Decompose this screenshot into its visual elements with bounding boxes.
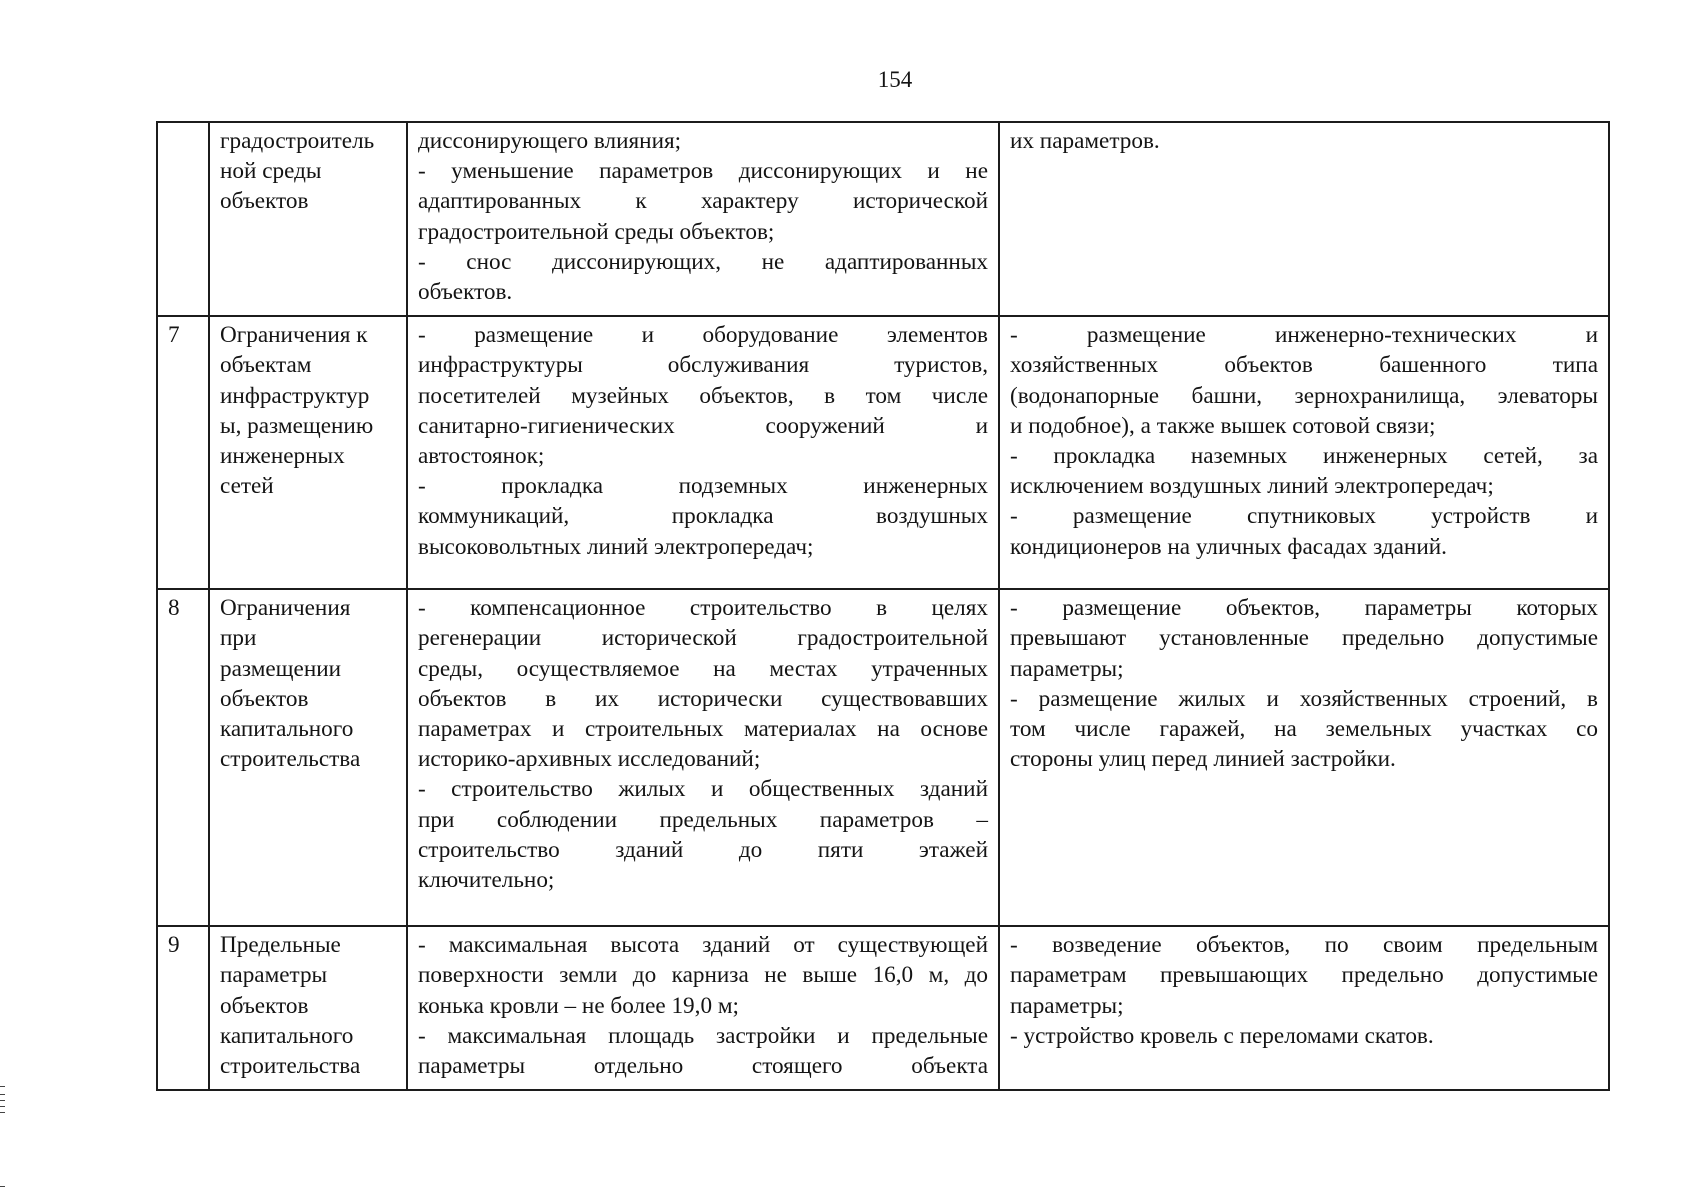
- text-line: кондиционеров на уличных фасадах зданий.: [1010, 533, 1447, 560]
- text-line: - устройство кровель с переломами скатов.: [1010, 1022, 1434, 1049]
- margin-mark: [0, 1100, 5, 1101]
- text-line: параметрам превышающих предельно допустимые: [1010, 962, 1598, 989]
- restriction-name: [209, 122, 407, 316]
- name-line: инженерных: [220, 443, 345, 470]
- text-line: параметрах и строительных материалах на основе: [418, 716, 988, 743]
- forbidden-text: [999, 316, 1609, 589]
- forbidden-text: [999, 926, 1609, 1090]
- allowed-text: [407, 316, 999, 589]
- name-line: строительства: [220, 1053, 361, 1080]
- table-row: [157, 316, 1609, 589]
- text-line: и подобное), а также вышек сотовой связи;: [1010, 412, 1436, 439]
- name-line: ной среды: [220, 158, 322, 185]
- text-line: - компенсационное строительство в целях: [418, 595, 988, 622]
- text-line: - размещение инженерно-технических и: [1010, 322, 1598, 349]
- table-row: [157, 926, 1609, 1090]
- text-line: историко-архивных исследований;: [418, 746, 761, 773]
- name-line: строительства: [220, 746, 361, 773]
- restriction-name: [209, 316, 407, 589]
- text-line: посетителей музейных объектов, в том числе: [418, 382, 988, 409]
- name-line: Ограничения к: [220, 322, 368, 349]
- text-line: инфраструктуры обслуживания туристов,: [418, 352, 988, 379]
- text-line: ключительно;: [418, 867, 555, 894]
- text-line: параметры;: [1010, 992, 1124, 1019]
- allowed-text: [407, 122, 999, 316]
- name-line: Ограничения: [220, 595, 351, 622]
- text-line: исключением воздушных линий электропередач;: [1010, 473, 1494, 500]
- text-line: - размещение и оборудование элементов: [418, 322, 988, 349]
- name-line: объектов: [220, 685, 309, 712]
- text-line: объектов.: [418, 279, 513, 306]
- margin-mark: [0, 1186, 5, 1187]
- text-line: строительство зданий до пяти этажей: [418, 836, 988, 863]
- text-line: поверхности земли до карниза не выше 16,0 м, до: [418, 962, 988, 989]
- text-line: адаптированных к характеру исторической: [418, 188, 988, 215]
- row-number: [157, 122, 209, 316]
- text-line: (водонапорные башни, зернохранилища, элеваторы: [1010, 382, 1598, 409]
- text-line: их параметров.: [1010, 128, 1160, 154]
- text-line: диссонирующего влияния;: [418, 128, 682, 154]
- name-line: капитального: [220, 1022, 354, 1049]
- restriction-name: [209, 589, 407, 926]
- text-line: - максимальная высота зданий от существующей: [418, 932, 988, 959]
- regulations-table: [156, 121, 1610, 1091]
- name-line: объектов: [220, 188, 309, 215]
- table-row: [157, 589, 1609, 926]
- text-line: - прокладка наземных инженерных сетей, за: [1010, 443, 1598, 470]
- forbidden-text: [999, 589, 1609, 926]
- margin-mark: [0, 1106, 5, 1107]
- row-number: 9: [157, 926, 209, 1090]
- text-line: хозяйственных объектов башенного типа: [1010, 352, 1598, 379]
- text-line: - размещение объектов, параметры которых: [1010, 595, 1598, 622]
- name-line: сетей: [220, 473, 274, 500]
- name-line: градостроитель: [220, 128, 375, 154]
- text-line: объектов в их исторически существовавших: [418, 685, 988, 712]
- text-line: автостоянок;: [418, 443, 545, 470]
- text-line: - строительство жилых и общественных зданий: [418, 776, 988, 803]
- text-line: - размещение жилых и хозяйственных строений, в: [1010, 685, 1598, 712]
- text-line: том числе гаражей, на земельных участках со: [1010, 716, 1598, 743]
- name-line: параметры: [220, 962, 328, 989]
- name-line: капитального: [220, 716, 354, 743]
- allowed-text: [407, 926, 999, 1090]
- name-line: инфраструктур: [220, 382, 370, 409]
- text-line: среды, осуществляемое на местах утраченных: [418, 655, 988, 682]
- text-line: регенерации исторической градостроительной: [418, 625, 988, 652]
- text-line: коммуникаций, прокладка воздушных: [418, 503, 988, 530]
- text-line: высоковольтных линий электропередач;: [418, 533, 814, 560]
- text-line: - размещение спутниковых устройств и: [1010, 503, 1598, 530]
- name-line: объектов: [220, 992, 309, 1019]
- margin-mark: [0, 1094, 5, 1095]
- text-line: стороны улиц перед линией застройки.: [1010, 746, 1396, 773]
- margin-mark: [0, 1086, 5, 1087]
- name-line: при: [220, 625, 257, 652]
- margin-mark: [0, 1112, 5, 1113]
- table-row: [157, 122, 1609, 316]
- restriction-name: [209, 926, 407, 1090]
- name-line: объектам: [220, 352, 312, 379]
- text-line: градостроительной среды объектов;: [418, 218, 775, 245]
- text-line: - уменьшение параметров диссонирующих и не: [418, 158, 988, 185]
- text-line: - максимальная площадь застройки и предельные: [418, 1022, 988, 1049]
- text-line: параметры отдельно стоящего объекта: [418, 1053, 988, 1080]
- row-number: 8: [157, 589, 209, 926]
- text-line: - снос диссонирующих, не адаптированных: [418, 248, 988, 275]
- forbidden-text: [999, 122, 1609, 316]
- text-line: превышают установленные предельно допустимые: [1010, 625, 1598, 652]
- text-line: конька кровли – не более 19,0 м;: [418, 992, 739, 1019]
- name-line: Предельные: [220, 932, 341, 959]
- allowed-text: [407, 589, 999, 926]
- page-number: 154: [877, 67, 913, 92]
- text-line: - возведение объектов, по своим предельным: [1010, 932, 1598, 959]
- text-line: санитарно-гигиенических сооружений и: [418, 412, 988, 439]
- text-line: при соблюдении предельных параметров –: [418, 806, 988, 833]
- name-line: ы, размещению: [220, 412, 374, 439]
- text-line: - прокладка подземных инженерных: [418, 473, 988, 500]
- text-line: параметры;: [1010, 655, 1124, 682]
- row-number: 7: [157, 316, 209, 589]
- name-line: размещении: [220, 655, 342, 682]
- table-body: [157, 122, 1609, 1090]
